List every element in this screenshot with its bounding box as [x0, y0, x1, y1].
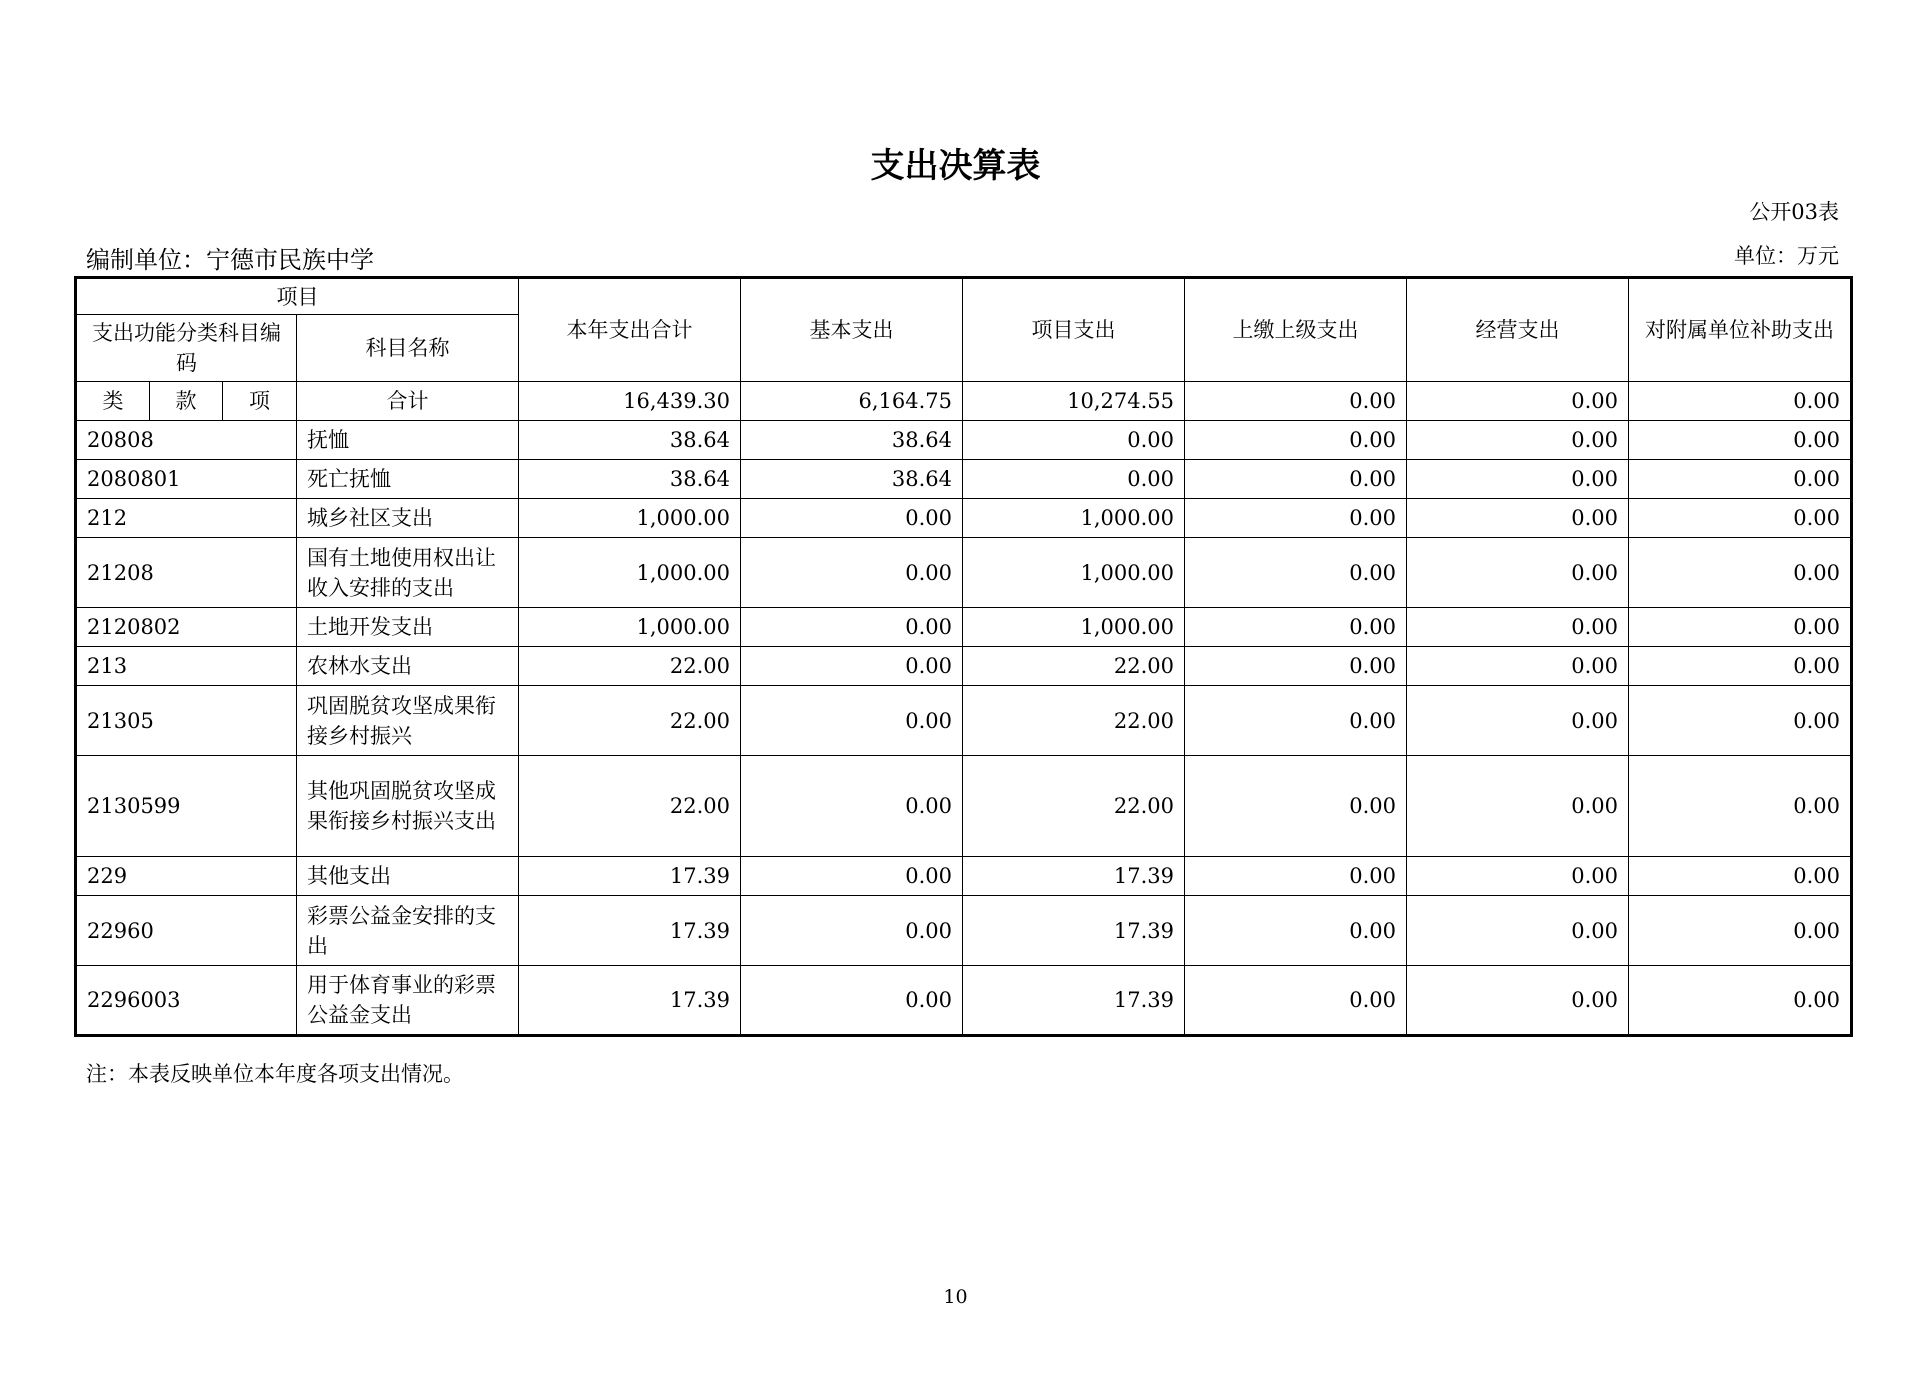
row-total: 38.64	[519, 460, 741, 499]
row-total: 17.39	[519, 857, 741, 896]
row-upper: 0.00	[1185, 647, 1407, 686]
header-lei: 类	[76, 382, 150, 421]
row-upper: 0.00	[1185, 608, 1407, 647]
row-subsidy: 0.00	[1629, 499, 1852, 538]
row-subsidy: 0.00	[1629, 460, 1852, 499]
row-project: 17.39	[963, 966, 1185, 1036]
row-business: 0.00	[1407, 896, 1629, 966]
row-project: 0.00	[963, 421, 1185, 460]
row-subsidy: 0.00	[1629, 421, 1852, 460]
table-row	[76, 460, 1852, 499]
row-basic: 0.00	[741, 647, 963, 686]
row-subsidy: 0.00	[1629, 756, 1852, 857]
sum-label: 合计	[297, 382, 519, 421]
row-total: 1,000.00	[519, 538, 741, 608]
row-code: 2130599	[76, 756, 297, 857]
row-subject-name: 巩固脱贫攻坚成果衔接乡村振兴	[297, 686, 519, 756]
row-subject-name: 城乡社区支出	[297, 499, 519, 538]
header-subsidy: 对附属单位补助支出	[1629, 278, 1852, 382]
sum-basic: 6,164.75	[741, 382, 963, 421]
row-business: 0.00	[1407, 756, 1629, 857]
row-basic: 0.00	[741, 538, 963, 608]
row-basic: 0.00	[741, 686, 963, 756]
row-subject-name: 其他支出	[297, 857, 519, 896]
row-subject-name: 死亡抚恤	[297, 460, 519, 499]
row-upper: 0.00	[1185, 538, 1407, 608]
row-project: 22.00	[963, 647, 1185, 686]
row-subject-name: 农林水支出	[297, 647, 519, 686]
compiling-unit: 编制单位：宁德市民族中学	[86, 246, 374, 274]
row-total: 22.00	[519, 686, 741, 756]
row-business: 0.00	[1407, 538, 1629, 608]
header-subject-name: 科目名称	[297, 315, 519, 382]
header-upper: 上缴上级支出	[1185, 278, 1407, 382]
row-code: 212	[76, 499, 297, 538]
row-business: 0.00	[1407, 686, 1629, 756]
row-total: 22.00	[519, 756, 741, 857]
table-row	[76, 966, 1852, 1036]
row-business: 0.00	[1407, 460, 1629, 499]
row-subsidy: 0.00	[1629, 647, 1852, 686]
row-code: 21305	[76, 686, 297, 756]
row-total: 17.39	[519, 966, 741, 1036]
row-subject-name: 抚恤	[297, 421, 519, 460]
row-total: 22.00	[519, 647, 741, 686]
row-subject-name: 土地开发支出	[297, 608, 519, 647]
row-business: 0.00	[1407, 608, 1629, 647]
table-row	[76, 538, 1852, 608]
row-basic: 0.00	[741, 608, 963, 647]
row-business: 0.00	[1407, 857, 1629, 896]
row-total: 1,000.00	[519, 499, 741, 538]
row-code: 2080801	[76, 460, 297, 499]
table-row	[76, 499, 1852, 538]
table-note: 注：本表反映单位本年度各项支出情况。	[86, 1062, 464, 1086]
row-project: 1,000.00	[963, 608, 1185, 647]
row-business: 0.00	[1407, 499, 1629, 538]
row-basic: 38.64	[741, 460, 963, 499]
header-item: 项目	[76, 278, 519, 315]
row-project: 1,000.00	[963, 538, 1185, 608]
table-row	[76, 608, 1852, 647]
expenditure-table	[74, 276, 1853, 1037]
row-upper: 0.00	[1185, 966, 1407, 1036]
row-code: 229	[76, 857, 297, 896]
row-basic: 0.00	[741, 896, 963, 966]
row-basic: 0.00	[741, 756, 963, 857]
row-subject-name: 其他巩固脱贫攻坚成果衔接乡村振兴支出	[297, 756, 519, 857]
row-subsidy: 0.00	[1629, 966, 1852, 1036]
header-basic: 基本支出	[741, 278, 963, 382]
table-row	[76, 686, 1852, 756]
row-upper: 0.00	[1185, 421, 1407, 460]
row-code: 22960	[76, 896, 297, 966]
header-xiang: 项	[223, 382, 297, 421]
row-subsidy: 0.00	[1629, 896, 1852, 966]
row-basic: 0.00	[741, 857, 963, 896]
header-project: 项目支出	[963, 278, 1185, 382]
table-row	[76, 756, 1852, 857]
row-business: 0.00	[1407, 421, 1629, 460]
page-title: 支出决算表	[870, 146, 1041, 186]
form-number: 公开03表	[1749, 200, 1839, 224]
row-subsidy: 0.00	[1629, 538, 1852, 608]
row-upper: 0.00	[1185, 756, 1407, 857]
row-subject-name: 彩票公益金安排的支出	[297, 896, 519, 966]
row-basic: 38.64	[741, 421, 963, 460]
row-basic: 0.00	[741, 966, 963, 1036]
row-upper: 0.00	[1185, 686, 1407, 756]
sum-business: 0.00	[1407, 382, 1629, 421]
row-code: 213	[76, 647, 297, 686]
page-number: 10	[943, 1286, 968, 1308]
row-subsidy: 0.00	[1629, 857, 1852, 896]
row-project: 1,000.00	[963, 499, 1185, 538]
row-subject-name: 用于体育事业的彩票公益金支出	[297, 966, 519, 1036]
row-upper: 0.00	[1185, 499, 1407, 538]
row-project: 17.39	[963, 857, 1185, 896]
table-row	[76, 896, 1852, 966]
row-code: 2296003	[76, 966, 297, 1036]
row-business: 0.00	[1407, 966, 1629, 1036]
row-project: 17.39	[963, 896, 1185, 966]
row-total: 1,000.00	[519, 608, 741, 647]
table-row	[76, 647, 1852, 686]
sum-upper: 0.00	[1185, 382, 1407, 421]
row-business: 0.00	[1407, 647, 1629, 686]
row-upper: 0.00	[1185, 460, 1407, 499]
money-unit: 单位：万元	[1734, 244, 1839, 268]
row-project: 22.00	[963, 686, 1185, 756]
row-basic: 0.00	[741, 499, 963, 538]
row-project: 0.00	[963, 460, 1185, 499]
row-total: 38.64	[519, 421, 741, 460]
header-total: 本年支出合计	[519, 278, 741, 382]
row-upper: 0.00	[1185, 896, 1407, 966]
row-code: 21208	[76, 538, 297, 608]
header-business: 经营支出	[1407, 278, 1629, 382]
row-upper: 0.00	[1185, 857, 1407, 896]
row-subsidy: 0.00	[1629, 608, 1852, 647]
row-project: 22.00	[963, 756, 1185, 857]
row-total: 17.39	[519, 896, 741, 966]
table-row	[76, 421, 1852, 460]
sum-project: 10,274.55	[963, 382, 1185, 421]
table-row	[76, 857, 1852, 896]
sum-subsidy: 0.00	[1629, 382, 1852, 421]
row-subject-name: 国有土地使用权出让收入安排的支出	[297, 538, 519, 608]
header-func-code: 支出功能分类科目编码	[76, 315, 297, 382]
row-subsidy: 0.00	[1629, 686, 1852, 756]
row-code: 2120802	[76, 608, 297, 647]
header-kuan: 款	[150, 382, 223, 421]
sum-total: 16,439.30	[519, 382, 741, 421]
row-code: 20808	[76, 421, 297, 460]
